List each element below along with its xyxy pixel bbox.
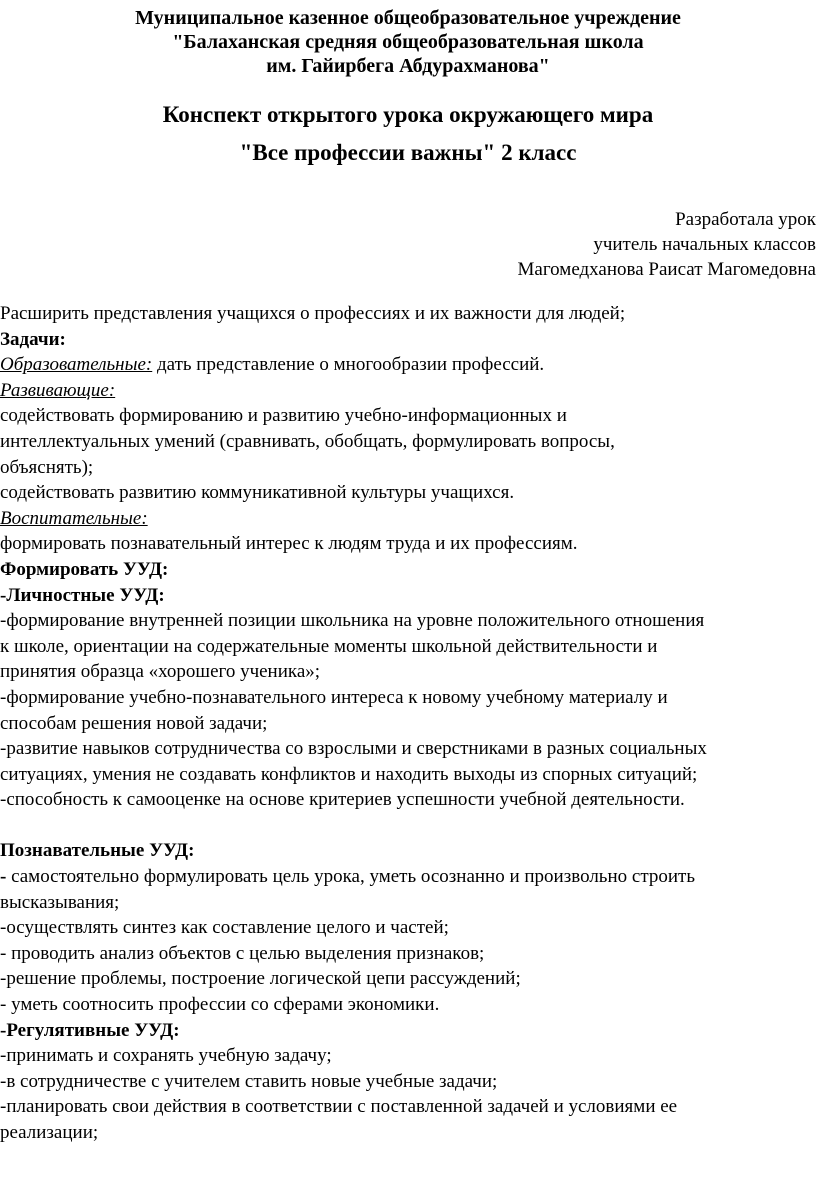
personal-item-1b: к школе, ориентации на содержательные моменты школьной действительности и <box>0 635 658 657</box>
cognitive-item-1a <box>0 864 816 890</box>
personal-item-3a: -развитие навыков сотрудничества со взрослыми и сверстниками в разных социальных <box>0 738 707 760</box>
author-line-1: Разработала урок <box>675 209 816 230</box>
educational-label: Образовательные: <box>0 354 153 376</box>
blank-line <box>0 813 816 839</box>
educational-line <box>0 352 816 378</box>
school-header <box>0 0 816 78</box>
cognitive-item-1-text: самостоятельно формулировать цель урока, уметь осознанно и произвольно строить <box>6 866 695 888</box>
header-line-3: им. Гайирбега Абдурахманова" <box>266 55 550 77</box>
lesson-body <box>0 301 816 1146</box>
developing-item-1a: содействовать формированию и развитию учебно-информационных и <box>0 405 567 427</box>
educational-text: дать представление о многообразии профессий. <box>152 354 545 376</box>
cognitive-item-1b: высказывания; <box>0 891 120 913</box>
header-line-2: "Балаханская средняя общеобразовательная школа <box>172 31 644 53</box>
tasks-heading: Задачи: <box>0 328 66 350</box>
regulatory-item-3a: -планировать свои действия в соответствии с поставленной задачей и условиями ее <box>0 1096 678 1118</box>
author-block <box>0 207 816 282</box>
header-line-1: Муниципальное казенное общеобразовательное учреждение <box>135 7 681 29</box>
personal-item-1a: -формирование внутренней позиции школьника на уровне положительного отношения <box>0 610 705 632</box>
cognitive-item-4: -решение проблемы, построение логической цепи рассуждений; <box>0 968 521 990</box>
developing-item-1c: объяснять); <box>0 456 94 478</box>
developing-item-1b: интеллектуальных умений (сравнивать, обобщать, формулировать вопросы, <box>0 430 615 452</box>
cognitive-item-5: - уметь соотносить профессии со сферами экономики. <box>0 994 440 1016</box>
developing-item-2: содействовать развитию коммуникативной культуры учащихся. <box>0 482 515 504</box>
regulatory-item-2: -в сотрудничестве с учителем ставить новые учебные задачи; <box>0 1070 498 1092</box>
regulatory-item-3b: реализации; <box>0 1122 99 1143</box>
cognitive-item-3: - проводить анализ объектов с целью выделения признаков; <box>0 942 485 964</box>
cognitive-item-2: -осуществлять синтез как составление целого и частей; <box>0 917 449 939</box>
author-line-3: Магомедханова Раисат Магомедовна <box>517 259 816 280</box>
goal-text: Расширить представления учащихся о профессиях и их важности для людей; <box>0 303 626 324</box>
regulatory-item-1: -принимать и сохранять учебную задачу; <box>0 1045 332 1067</box>
personal-item-2b: способам решения новой задачи; <box>0 712 268 734</box>
uud-heading: Формировать УУД: <box>0 558 169 580</box>
personal-item-1c: принятия образца «хорошего ученика»; <box>0 661 321 683</box>
lesson-title-line-1: Конспект открытого урока окружающего мира <box>162 102 654 127</box>
personal-uud-heading: -Личностные УУД: <box>0 584 165 606</box>
regulatory-uud-heading: -Регулятивные УУД: <box>0 1019 180 1041</box>
lesson-title-line-2: "Все профессии важны" 2 класс <box>239 140 577 165</box>
personal-item-2a: -формирование учебно-познавательного интереса к новому учебному материалу и <box>0 686 668 708</box>
personal-item-3b: ситуациях, умения не создавать конфликтов и находить выходы из спорных ситуаций; <box>0 763 698 785</box>
upbringing-label: Воспитательные: <box>0 507 148 529</box>
developing-label: Развивающие: <box>0 379 116 401</box>
upbringing-text: формировать познавательный интерес к людям труда и их профессиям. <box>0 533 578 555</box>
author-line-2: учитель начальных классов <box>593 234 816 255</box>
personal-item-4: -способность к самооценке на основе критериев успешности учебной деятельности. <box>0 789 685 811</box>
cognitive-item-1-dash: - <box>0 866 7 888</box>
cognitive-uud-heading: Познавательные УУД: <box>0 840 195 862</box>
